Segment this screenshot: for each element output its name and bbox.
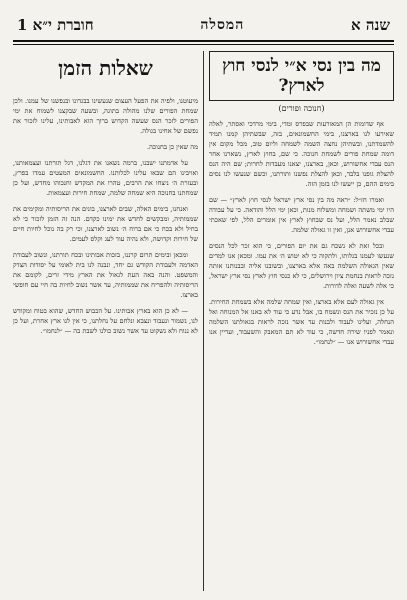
- paragraph: אין גאולה לעם אלא בארצו, ואין שמחה שלמה אלא בשמחת החירות. על כן נזכיר את הנס ונשמח בו, אבל נדע כי עוד לא באנו אל המנוחה ואל הנחלה, ועלינו לעבוד ולבנות עד אשר נזכה לראות בגאולתנו השלמה ונאמר לפניו שירה חדשה, כי עוד לא תם המאבק והשעבוד, ועדיין אנו עבדי אחשורוש אנו — ״לנחמו״.: [209, 298, 394, 347]
- header-issue-number: חוברת י״א 1: [17, 15, 94, 34]
- paragraph: ובכל זאת לא נשכח גם את יום הפורים, כי הוא זכר לכל הנסים שנעשו לעמנו בגלותו, ולתקוה כי לא יטוש ה׳ את עמו. ומכאן אנו למדים שאין הגאולה השלמה באה אלא בארצנו, ובשובנו אליה ובבנותנו אותה נזכה לראות בנחמת ציון וירושלים, כי לא כנסי חוץ לארץ נסי ארץ ישראל, כי אלה לשעה ואלה לדורות.: [209, 242, 394, 291]
- header-rule-thin: [13, 44, 394, 45]
- article-columns: [13, 51, 394, 591]
- paragraph: ומכאן ובימים תרום קרננו, בזכות אבותינו ובכח תורתנו, ונשוב לעבודת האדמה ולעבודת הקודש גם יחד, ונבנה לנו בית לאומי על יסודות הצדק והמשפט. והנה באה העת לגאול את הארץ מידי זרים, לקומם את הריסותיה ולהפריח את שממותיה, עד אשר נשוב לחיות בה חיי עם חופשי בארצו.: [13, 251, 198, 299]
- column-right: [209, 51, 394, 591]
- paragraph: ואמרו חז״ל: ״ראה מה בין נסי ארץ ישראל לנסי חוץ לארץ״ — שם היו ימי משתה ושמחה ומשלוח מנות, וכאן ימי הלל והודאה. כי על עבודה שבלב נאמר הלל, ועל נס שבחוץ לארץ אין אומרים הלל, לפי שאכתי עבדי אחשורוש אנן, ואין זו גאולה שלמה.: [209, 196, 394, 235]
- paragraph: ואנחנו, בימים האלה, שבים לארצנו, בונים את הריסותיה ומקימים את שממותיה, ומבקשים לחדש את ימינו כקדם. הנה זה הזמן לזכור כי לא בחיל ולא בכח כי אם ברוח ה׳ נשוב לארצנו, וכי רק בה נוכל לחיות חיים של חירות וקדושה, ולא נהיה עוד לעג וקלס לעמים.: [13, 205, 198, 243]
- paragraph: — לא כן הוא בארץ אבותינו. על הכבוש החדש, שהוא בטוח ומקודש לנו, נשמור ונעבוד ונצבא ונלחם על נחלתנו, כי אין לנו ארץ אחרת, ועל כן לא ננוח ולא נשקוט עד אשר נשוב כולנו לשבת בה — ״לנחמו״.: [13, 307, 198, 335]
- paragraph-lead: מה שאין כן בחנוכה.: [147, 143, 198, 151]
- paragraph: מיעוטנו, ולפיה את הפעל העצום שנעשינו בבגדונו ובנפשנו של עמנו. ולכן שמחת הפורים שלנו מהולה בתוגה, ובשעה שבקצנו לשמוח את ימי הפורים לזכר הנס שעשה הקדוש ברוך הוא לאבותינו, עלינו לזכור את נפשם של אחינו בגולה.: [13, 97, 198, 135]
- header-volume: שנה א: [351, 15, 390, 34]
- paragraph: על אדמתנו ישבנו, ברמה נשאנו את דגלנו, דגל תורתנו ועצמאותנו, ואויבינו הם שבאו עלינו לכלותנו. החשמונאים המעטים עמדו בפרץ, ובעזרת ה׳ ניצחו את הרבים, טהרו את המקדש וחנכוהו מחדש, ועל כן שמחתנו בחנוכה היא שמחה שלמה, שמחת חירות ועצמאות.: [13, 159, 198, 197]
- page-header: [13, 12, 394, 38]
- article-title-right: מה בין נסי א״י לנסי חוץ לארץ?: [209, 51, 394, 101]
- header-rule-thick: [13, 40, 394, 42]
- paragraph: אף שדומות הן המאורעות שבפרס ומדי, בימי מרדכי ואסתר, לאלה שאירעו לנו בארצנו, בימי החשמונאים, בזה, שבשתיהן קמנו תמיד להשמדתנו, ובשתיהן נחצה השמה לשמחה וליום טוב, מכל מקום אין דומה שמחת פורים לשמחת חנוכה. כי שם, בחוץ לארץ, נשארנו אחר הנס עבדי אחשורוש, וכאן, בארצנו, יצאנו מעבדות לחרות; שם היה הנס להצלת גופנו בלבד, וכאן להצלת נפשנו ותורתנו, וכשם שנעשו לנו נסים בימים ההם, כן ייעשו לנו בזמן הזה.: [209, 120, 394, 189]
- article-subtitle-right: (חנוכה ופורים): [278, 104, 325, 114]
- column-divider: [203, 51, 204, 591]
- article-title-left: שאלות הזמן: [58, 56, 153, 80]
- column-left: [13, 51, 198, 591]
- header-publication-name: המסלה: [200, 16, 245, 33]
